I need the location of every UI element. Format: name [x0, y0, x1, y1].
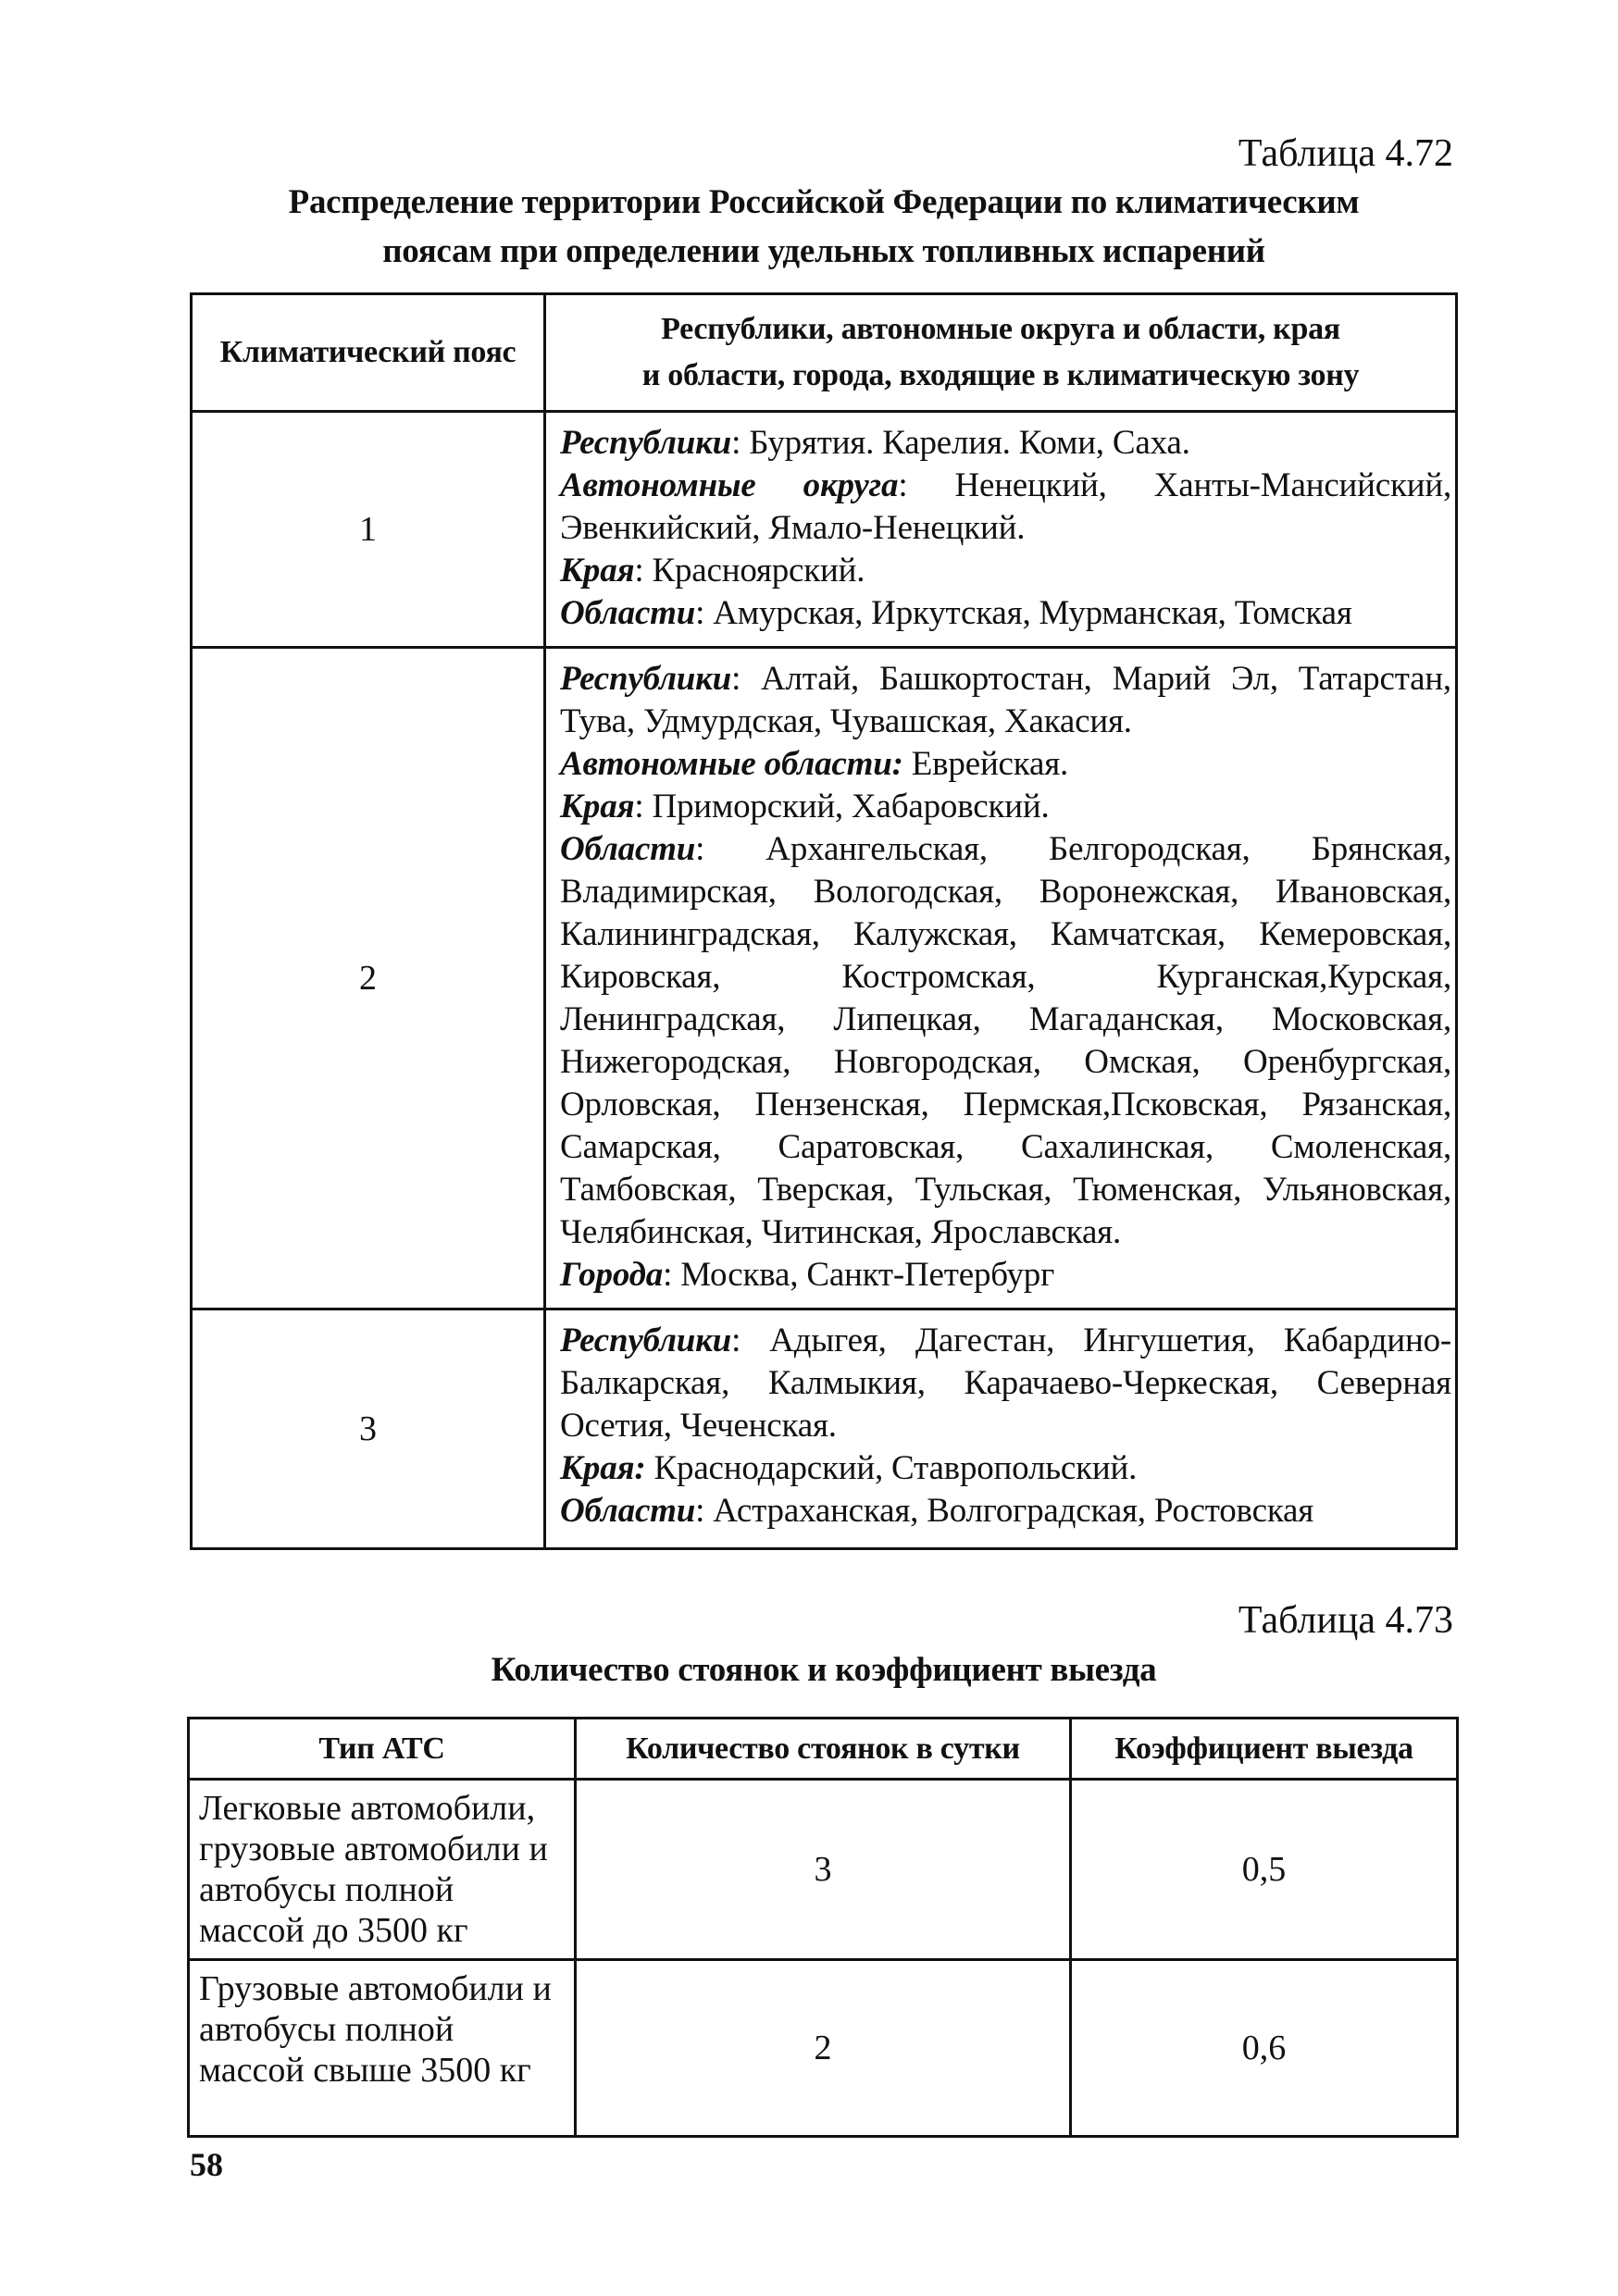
page-number: 58: [190, 2146, 223, 2183]
stops-cell: 2: [576, 1960, 1071, 2137]
list-item: [560, 550, 1451, 592]
zone-number: 3: [192, 1309, 545, 1549]
table-row: [192, 412, 1457, 648]
list-item: [560, 743, 1451, 786]
list-item: [560, 658, 1451, 743]
region-category-label: Республики: [560, 1322, 732, 1359]
region-list: : Приморский, Хабаровский.: [634, 788, 1050, 825]
region-category-label: Республики: [560, 424, 732, 462]
zone-regions: [545, 1309, 1457, 1549]
region-list: : Адыгея, Дагестан, Ингушетия, Кабардино-Балкарская, Калмыкия, Карачаево-Черкеская, Северная Осетия, Чеченская.: [560, 1322, 1451, 1445]
region-list: : Амурская, Иркутская, Мурманская, Томская: [695, 594, 1352, 632]
list-item: [560, 1490, 1451, 1533]
table-header-row: [189, 1719, 1458, 1780]
table-row: [189, 1960, 1458, 2137]
region-category-label: Области: [560, 594, 696, 632]
table-4-72-caption: [167, 178, 1481, 276]
header-regions-line-2: и области, города, входящие в климатическую зону: [641, 358, 1360, 392]
header-regions-line-1: Республики, автономные округа и области, края: [661, 312, 1340, 346]
table-row: [189, 1780, 1458, 1960]
region-list: : Ненецкий, Ханты-Мансийский, Эвенкийский, Ямало-Ненецкий.: [560, 466, 1451, 547]
region-category-label: Города: [560, 1256, 664, 1294]
vehicle-type-cell: Легковые автомобили, грузовые автомобили и автобусы полной массой до 3500 кг: [189, 1780, 576, 1960]
parking-coefficient-table: [187, 1717, 1459, 2138]
table-4-72-number: Таблица 4.72: [1238, 132, 1453, 175]
region-category-label: Автономные области:: [560, 745, 903, 783]
climate-zones-table: [190, 292, 1458, 1550]
header-climate-zone: Климатический пояс: [192, 294, 545, 412]
zone-number: 1: [192, 412, 545, 648]
region-list: : Алтай, Башкортостан, Марий Эл, Татарстан, Тува, Удмурдская, Чувашская, Хакасия.: [560, 660, 1451, 740]
region-list: Еврейская.: [902, 745, 1069, 783]
table-header-row: [192, 294, 1457, 412]
list-item: [560, 1254, 1451, 1297]
table-4-73-caption: Количество стоянок и коэффициент выезда: [491, 1651, 1157, 1689]
coefficient-cell: 0,6: [1071, 1960, 1458, 2137]
zone-regions: [545, 412, 1457, 648]
coefficient-cell: 0,5: [1071, 1780, 1458, 1960]
table-4-73-number: Таблица 4.73: [1238, 1599, 1453, 1642]
region-list: Краснодарский, Ставропольский.: [645, 1449, 1138, 1487]
region-category-label: Края: [560, 788, 635, 825]
region-list: : Москва, Санкт-Петербург: [663, 1256, 1055, 1294]
table-row: [192, 648, 1457, 1309]
header-stops-per-day: Количество стоянок в сутки: [576, 1719, 1071, 1780]
list-item: [560, 422, 1451, 465]
vehicle-type-cell: Грузовые автомобили и автобусы полной массой свыше 3500 кг: [189, 1960, 576, 2137]
region-list: : Астраханская, Волгоградская, Ростовская: [695, 1492, 1314, 1530]
table-row: [192, 1309, 1457, 1549]
region-category-label: Области: [560, 830, 696, 868]
region-category-label: Края:: [560, 1449, 646, 1487]
zone-number: 2: [192, 648, 545, 1309]
region-list: : Бурятия. Карелия. Коми, Саха.: [731, 424, 1190, 462]
region-list: : Красноярский.: [634, 552, 865, 590]
list-item: [560, 592, 1451, 635]
header-vehicle-type: Тип АТС: [189, 1719, 576, 1780]
list-item: [560, 465, 1451, 550]
header-regions: [545, 294, 1457, 412]
region-category-label: Края: [560, 552, 635, 590]
region-list: : Архангельская, Белгородская, Брянская, Владимирская, Вологодская, Воронежская, Ивановская, Калининградская, Калужская, Камчатская, Кемеровская, Кировская, Костромская, Курганская,Курская, Ленинградская, Липецкая, Магаданская, Московская, Нижегородская, Новгородская, Омская, Оренбургская, Орловская, Пензенская, Пермская,Псковская, Рязанская, Самарская, Саратовская, Сахалинская, Смоленская, Тамбовская, Тверская, Тульская, Тюменская, Ульяновская, Челябинская, Читинская, Ярославская.: [560, 830, 1451, 1251]
caption-line-2: поясам при определении удельных топливных испарений: [382, 232, 1265, 270]
zone-regions: [545, 648, 1457, 1309]
list-item: [560, 786, 1451, 828]
caption-line-1: Распределение территории Российской Федерации по климатическим: [288, 183, 1360, 221]
stops-cell: 3: [576, 1780, 1071, 1960]
region-category-label: Республики: [560, 660, 732, 698]
list-item: [560, 1320, 1451, 1447]
region-category-label: Области: [560, 1492, 696, 1530]
region-category-label: Автономные округа: [560, 466, 899, 504]
list-item: [560, 1447, 1451, 1490]
header-departure-coefficient: Коэффициент выезда: [1071, 1719, 1458, 1780]
list-item: [560, 828, 1451, 1254]
